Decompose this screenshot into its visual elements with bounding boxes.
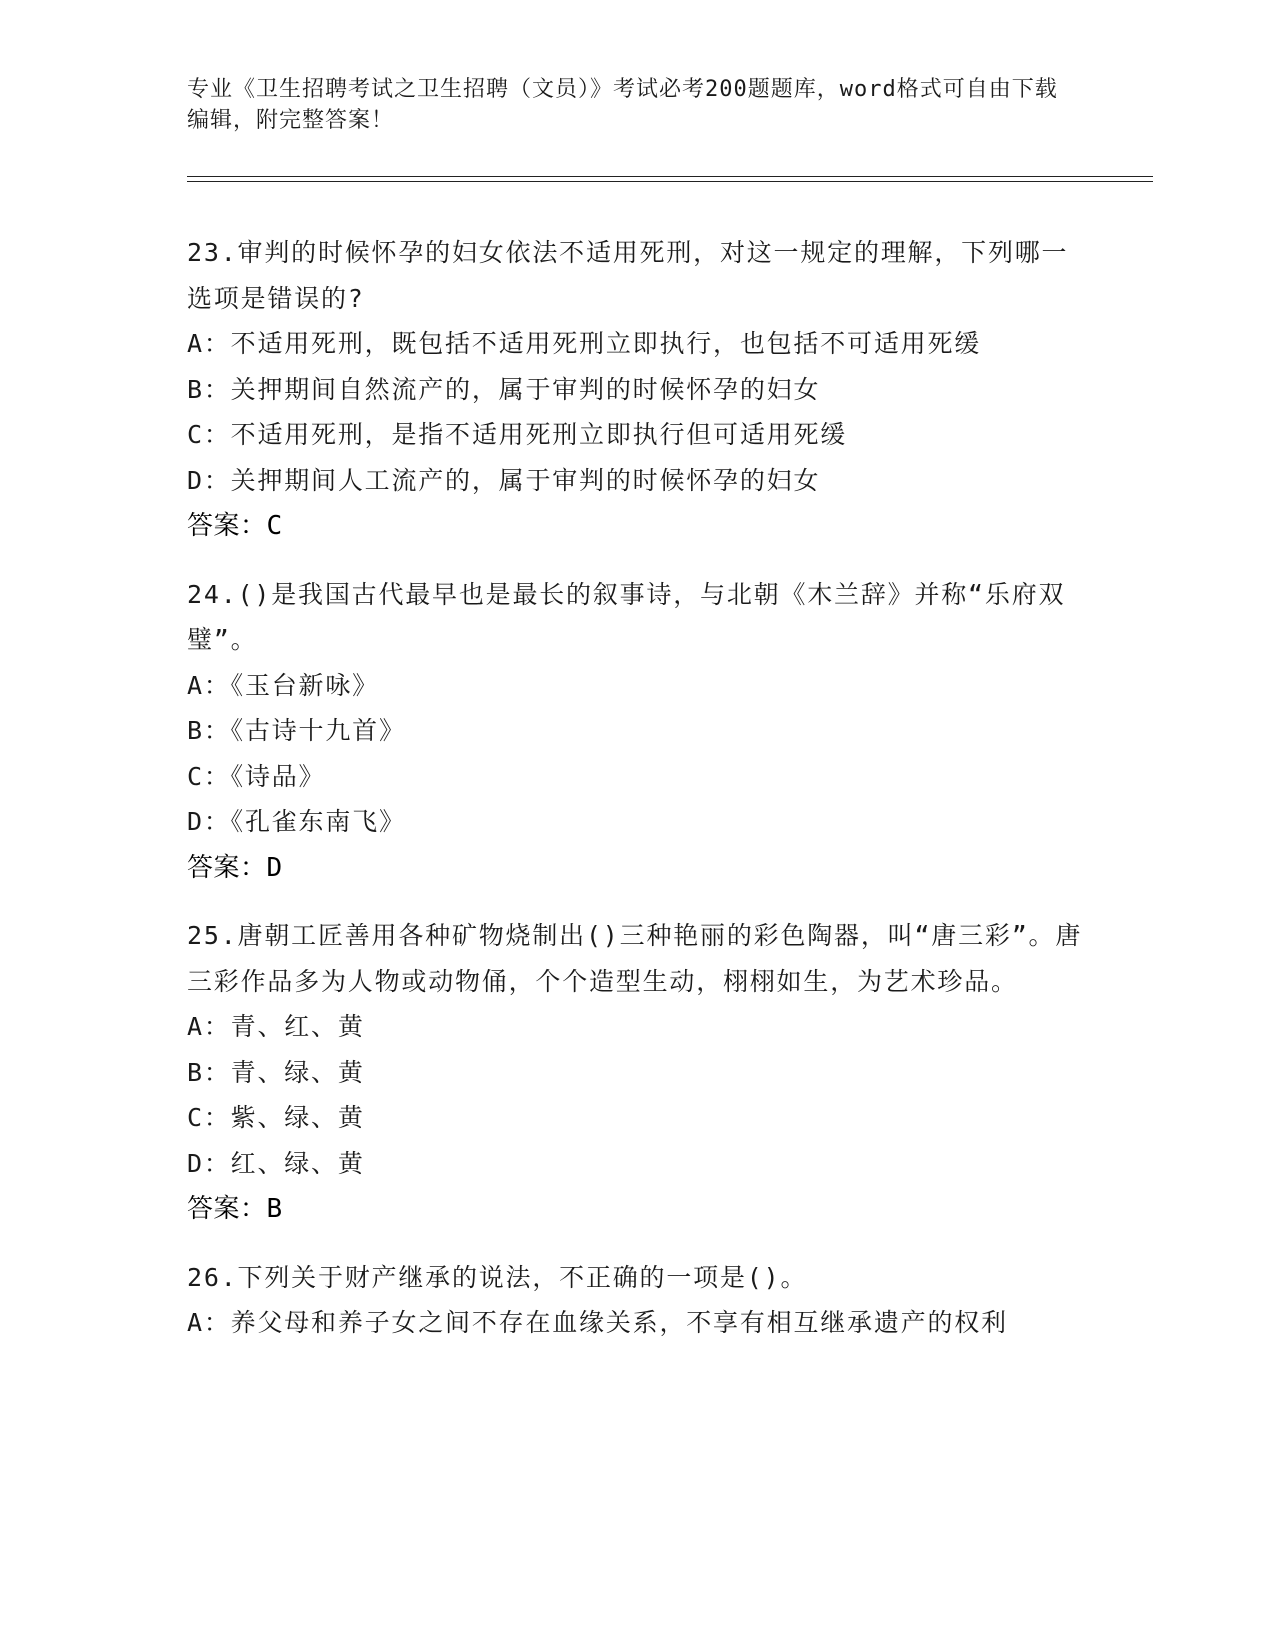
option-d: D：红、绿、黄	[187, 1148, 365, 1178]
question-stem: 24.()是我国古代最早也是最长的叙事诗，与北朝《木兰辞》并称“乐府双璧”。	[187, 579, 1066, 654]
answer-label: 答案：	[187, 851, 267, 882]
option-d: D：关押期间人工流产的，属于审判的时候怀孕的妇女	[187, 465, 821, 495]
question-26	[187, 1255, 1087, 1346]
answer-value: B	[266, 1194, 283, 1224]
option-d: D：《孔雀东南飞》	[187, 807, 406, 836]
question-23	[187, 230, 1087, 550]
option-a: A：不适用死刑，既包括不适用死刑立即执行，也包括不可适用死缓	[187, 329, 982, 358]
header-divider-bottom	[187, 181, 1153, 182]
option-b: B：青、绿、黄	[187, 1057, 365, 1087]
question-24	[187, 572, 1087, 892]
question-list	[187, 230, 1087, 1368]
answer-value: D	[266, 852, 283, 883]
answer-line	[187, 1186, 1087, 1233]
answer-label: 答案：	[187, 510, 267, 540]
header-divider-top	[187, 176, 1153, 177]
question-stem: 26.下列关于财产继承的说法，不正确的一项是()。	[187, 1262, 808, 1292]
option-c: C：不适用死刑，是指不适用死刑立即执行但可适用死缓	[187, 420, 848, 449]
question-stem: 25.唐朝工匠善用各种矿物烧制出()三种艳丽的彩色陶器，叫“唐三彩”。唐三彩作品多为人物或动物俑，个个造型生动，栩栩如生，为艺术珍品。	[187, 921, 1083, 996]
answer-line	[187, 503, 1087, 550]
option-b: B：《古诗十九首》	[187, 716, 406, 745]
answer-label: 答案：	[187, 1193, 267, 1223]
document-header: 专业《卫生招聘考试之卫生招聘（文员）》考试必考200题题库，word格式可自由下载编辑，附完整答案！	[187, 77, 1058, 133]
option-a: A：《玉台新咏》	[187, 670, 379, 700]
answer-line	[187, 845, 1087, 892]
answer-value: C	[266, 511, 283, 541]
option-c: C：《诗品》	[187, 761, 326, 791]
option-b: B：关押期间自然流产的，属于审判的时候怀孕的妇女	[187, 374, 821, 404]
option-a: A：青、红、黄	[187, 1012, 365, 1041]
question-stem: 23.审判的时候怀孕的妇女依法不适用死刑，对这一规定的理解，下列哪一选项是错误的?	[187, 238, 1069, 313]
option-a: A：养父母和养子女之间不存在血缘关系，不享有相互继承遗产的权利	[187, 1308, 1008, 1337]
option-c: C：紫、绿、黄	[187, 1103, 365, 1132]
question-25	[187, 913, 1087, 1233]
